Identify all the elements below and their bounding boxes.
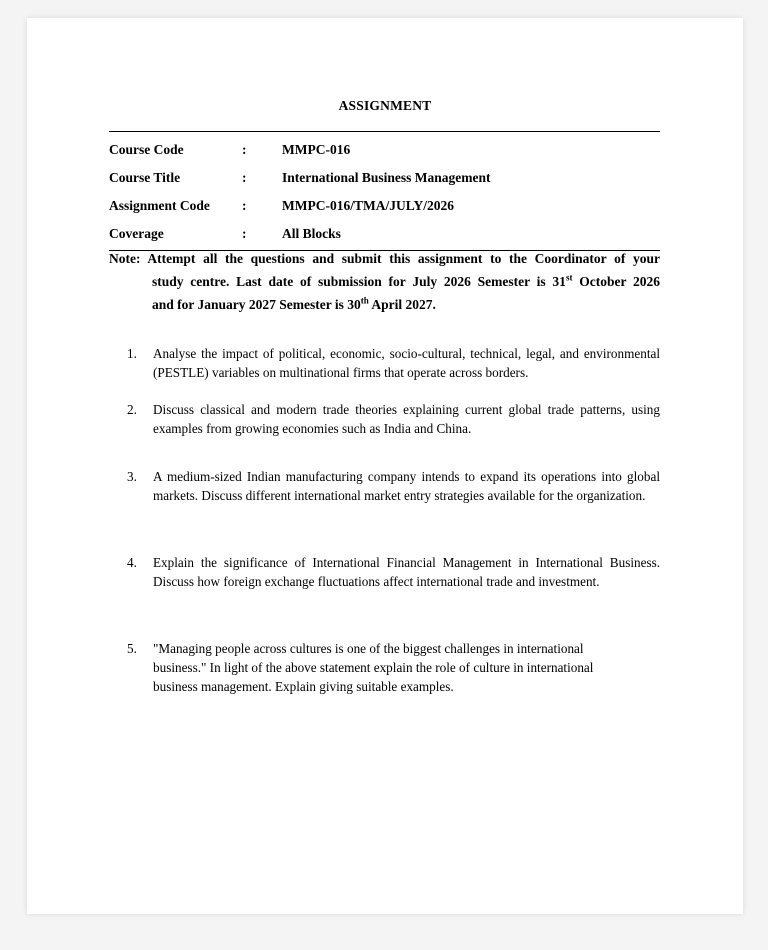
note-line-3 xyxy=(109,293,660,316)
question-number-3: 3. xyxy=(127,469,137,484)
note-part3: October 2026 xyxy=(572,274,660,289)
note-sup1: st xyxy=(565,272,573,283)
question-item-2 xyxy=(127,400,660,438)
document-title: ASSIGNMENT xyxy=(338,98,432,113)
course-title-row xyxy=(109,164,660,192)
note-line-1 xyxy=(109,247,660,270)
question-item-4 xyxy=(127,553,660,591)
question-item-3 xyxy=(127,467,660,505)
assignment-code-row xyxy=(109,192,660,220)
question-text-5: "Managing people across cultures is one of the biggest challenges in international business." In light of the above statement explain the role of culture in international business management. Explain giving suitable examples. xyxy=(153,641,594,694)
note-part2: study centre. Last date of submission for July 2026 Semester is 31 xyxy=(152,274,566,289)
note-sup2: th xyxy=(360,295,369,306)
question-text-3: A medium-sized Indian manufacturing company intends to expand its operations into global markets. Discuss different international market entry strategies available for the organization. xyxy=(153,469,660,503)
question-text-4: Explain the significance of International Financial Management in International Business. Discuss how foreign exchange fluctuations affect international trade and investment. xyxy=(153,555,660,589)
assignment-code-value: MMPC-016/TMA/JULY/2026 xyxy=(282,198,454,214)
question-number-1: 1. xyxy=(127,346,137,361)
question-text-1: Analyse the impact of political, economic, socio-cultural, technical, legal, and environmental (PESTLE) variables on multinational firms that operate across borders. xyxy=(153,346,660,380)
question-number-4: 4. xyxy=(127,555,137,570)
coverage-value: All Blocks xyxy=(282,220,660,251)
document-page xyxy=(27,18,743,914)
note-part1: Attempt all the questions and submit this assignment to the Coordinator of your xyxy=(147,251,661,266)
submission-note xyxy=(109,247,660,316)
course-code-label: Course Code xyxy=(109,132,239,165)
course-title-colon: : xyxy=(242,170,247,186)
note-lead: Note: xyxy=(109,251,141,266)
course-code-row xyxy=(109,132,660,165)
course-code-value: MMPC-016 xyxy=(282,132,660,165)
course-info-table xyxy=(109,131,660,251)
course-title-value: International Business Management xyxy=(282,170,491,186)
note-part4: and for January 2027 Semester is 30 xyxy=(152,297,361,312)
course-title-label: Course Title xyxy=(109,170,181,186)
coverage-row xyxy=(109,220,660,251)
note-part5: April 2027. xyxy=(368,297,436,312)
question-number-5: 5. xyxy=(127,641,137,656)
course-code-colon: : xyxy=(239,132,282,165)
coverage-label: Coverage xyxy=(109,220,239,251)
assignment-code-label: Assignment Code xyxy=(109,198,210,214)
note-line-2 xyxy=(109,270,660,293)
question-number-2: 2. xyxy=(127,402,137,417)
question-item-1 xyxy=(127,344,660,382)
coverage-colon: : xyxy=(239,220,282,251)
question-text-2: Discuss classical and modern trade theories explaining current global trade patterns, using examples from growing economies such as India and China. xyxy=(153,402,660,436)
question-item-5 xyxy=(127,639,660,696)
assignment-code-colon: : xyxy=(242,198,247,214)
